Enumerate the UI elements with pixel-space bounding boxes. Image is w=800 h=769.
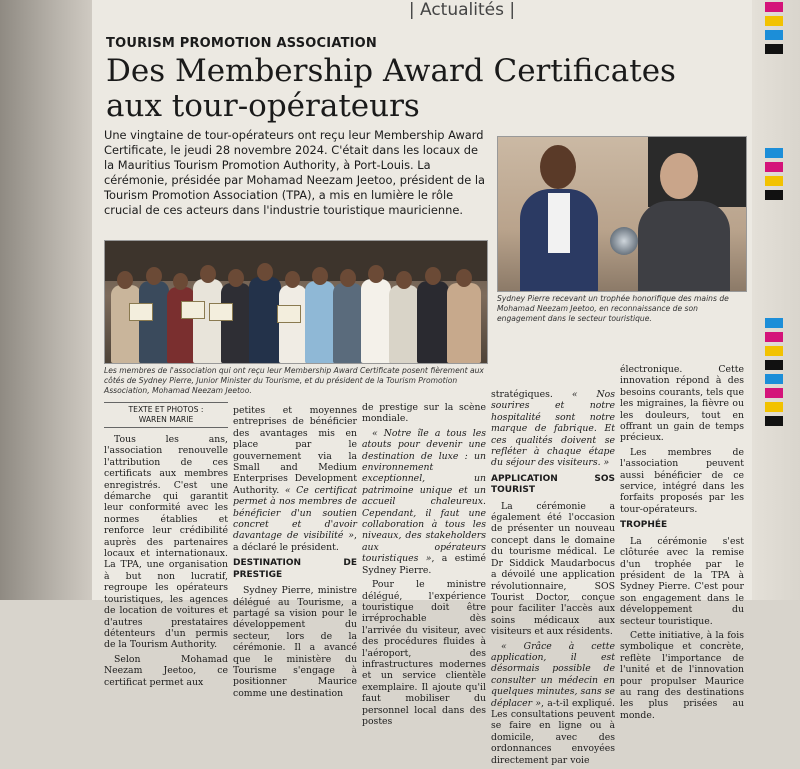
- color-bar: [765, 374, 783, 384]
- subheading-trophee: TROPHÉE: [620, 520, 668, 531]
- person-head: [660, 153, 698, 199]
- person-figure: [447, 283, 481, 363]
- color-bar: [765, 388, 783, 398]
- person-figure: [305, 281, 335, 363]
- paragraph: électronique. Cette innovation répond à des besoins courants, tels que les migraines, la fièvre ou les douleurs, tout en offrant un gain de temps précieux.: [620, 364, 744, 444]
- paragraph: La cérémonie a également été l'occasion de présenter un nouveau concept dans le domaine du tourisme médical. Le Dr Siddick Maudarbocus a dévoilé une application révolutionnaire, SOS Tourist Doctor, conçue pour faciliter l'accès aux soins médicaux aux visiteurs et aux résidents.: [491, 500, 615, 638]
- person-head: [285, 271, 300, 288]
- paragraph-text: stratégiques.: [491, 389, 553, 400]
- paragraph: [362, 428, 486, 576]
- article-column-4: [491, 389, 615, 769]
- color-bar: [765, 16, 783, 26]
- person-head: [257, 263, 273, 281]
- registration-marks-top: [765, 2, 783, 58]
- person-head: [146, 267, 162, 285]
- paragraph: Pour le ministre délégué, l'expérience touristique doit être irréprochable dès l'arrivée du visiteur, avec des procédures fluides à l'aéroport, des infrastructures modernes et un service clientèle exemplaire. Il ajoute qu'il faut mobiliser du personnel local dans des postes: [362, 579, 486, 727]
- person-figure: [333, 283, 363, 363]
- byline-author: WAREN MARIE: [138, 415, 194, 424]
- person-head: [540, 145, 576, 189]
- article-column-5: [620, 364, 744, 724]
- byline-label: TEXTE ET PHOTOS :: [128, 405, 204, 414]
- person-head: [117, 271, 133, 289]
- person-head: [200, 265, 216, 283]
- paragraph-text: , a estimé Sydney Pierre.: [362, 553, 486, 576]
- color-bar: [765, 190, 783, 200]
- paragraph: Selon Mohamad Neezam Jeetoo, ce certificat permet aux: [104, 653, 228, 688]
- person-figure: [139, 281, 169, 363]
- person-figure: [221, 283, 251, 363]
- page-fold-shadow: [0, 0, 92, 600]
- person-figure: [361, 279, 391, 363]
- quote: « Notre île a tous les atouts pour devenir une destination de luxe : un environnement exceptionnel, un patrimoine unique et un accueil chaleureux. Cependant, il faut une collaboration à tous les niveaux, des stakeholders aux opérateurs touristiques »: [362, 427, 486, 565]
- paragraph-text: , a-t-il expliqué. Les consultations peuvent se faire en ligne ou à domicile, avec des ordonnances envoyées directement par voie: [491, 697, 616, 766]
- lede-paragraph: Une vingtaine de tour-opérateurs ont reçu leur Membership Award Certificate, le jeudi 28 novembre 2024. C'était dans les locaux de la Mauritius Tourism Promotion Authority, à Port-Louis. La cérémonie, présidée par Mohamad Neezam Jeetoo, président de la Tourism Promotion Association (TPA), a mis en lumière le rôle crucial de ces acteurs dans l'industrie touristique mauricienne.: [104, 128, 486, 217]
- trophy-icon: [610, 227, 638, 255]
- person-head: [425, 267, 441, 285]
- trophy-photo: [497, 136, 747, 292]
- registration-marks-middle: [765, 148, 783, 204]
- certificate-frame: [209, 303, 233, 321]
- kicker: TOURISM PROMOTION ASSOCIATION: [106, 36, 378, 51]
- article-column-3: [362, 402, 486, 730]
- quote: « Grâce à cette application, il est désormais possible de consulter un médecin en quelques minutes, sans se déplacer »: [491, 640, 615, 709]
- byline: [104, 402, 228, 428]
- person-head: [340, 269, 356, 287]
- quote: « Ce certificat permet à nos membres de bénéficier d'un soutien concret et d'avoir davantage de visibilité »: [233, 484, 357, 542]
- color-bar: [765, 148, 783, 158]
- color-bar: [765, 416, 783, 426]
- person-head: [396, 271, 412, 289]
- person-figure: [279, 285, 307, 363]
- color-bar: [765, 360, 783, 370]
- headline-line-2: aux tour-opérateurs: [106, 88, 420, 124]
- adjacent-page-edge: [752, 0, 800, 600]
- registration-marks-bottom: [765, 318, 783, 430]
- paragraph: Sydney Pierre, ministre délégué au Tourisme, a partagé sa vision pour le développement du secteur, lors de la cérémonie. Il a avancé que le ministère du Tourisme s'engage à positionner Maurice comme une destination: [233, 585, 357, 699]
- certificate-frame: [181, 301, 205, 319]
- person-figure: [389, 285, 419, 363]
- paragraph: de prestige sur la scène mondiale.: [362, 402, 486, 425]
- headline-line-1: Des Membership Award Certificates: [106, 53, 676, 89]
- paragraph: Tous les ans, l'association renouvelle l'attribution de ces certificats aux membres enregistrés. C'est une démarche qui garantit leur conformité avec les normes établies et renforce leur crédibilité auprès des partenaires locaux et internationaux. La TPA, une organisation à but non lucratif, regroupe les opérateurs touristiques, les agences de location de voitures et d'autres prestataires détenteurs d'un permis de la Tourism Authority.: [104, 434, 228, 651]
- person-figure: [167, 287, 195, 363]
- subheading-destination: DESTINATION DE PRESTIGE: [233, 558, 357, 580]
- paragraph: La cérémonie s'est clôturée avec la remise d'un trophée par le président de la TPA à Sydney Pierre. C'est pour son engagement dans le développement du secteur touristique.: [620, 535, 744, 627]
- headline: [106, 54, 746, 124]
- person-head: [368, 265, 384, 283]
- person-head: [228, 269, 244, 287]
- certificate-frame: [129, 303, 153, 321]
- newspaper-page: [92, 0, 752, 766]
- person-figure: [638, 201, 730, 291]
- color-bar: [765, 44, 783, 54]
- color-bar: [765, 2, 783, 12]
- paragraph: [491, 641, 615, 766]
- paragraph: Les membres de l'association peuvent aussi bénéficier de ce service, intégré dans les forfaits proposés par les tour-opérateurs.: [620, 446, 744, 515]
- person-head: [456, 269, 472, 287]
- paragraph-text: , a déclaré le président.: [233, 530, 357, 553]
- person-head: [312, 267, 328, 285]
- section-label: | Actualités |: [408, 0, 516, 20]
- paragraph: Cette initiative, à la fois symbolique et concrète, reflète l'importance de l'unité et de l'innovation pour propulser Maurice au rang des destinations les plus prisées au monde.: [620, 629, 744, 721]
- article-column-1: [104, 402, 228, 691]
- person-figure: [417, 281, 449, 363]
- trophy-photo-caption: Sydney Pierre recevant un trophée honorifique des mains de Mohamad Neezam Jeetoo, en reconnaissance de son engagement dans le secteur touristique.: [497, 294, 729, 323]
- color-bar: [765, 332, 783, 342]
- certificate-frame: [277, 305, 301, 323]
- color-bar: [765, 30, 783, 40]
- person-figure: [111, 285, 141, 363]
- person-figure: [193, 279, 223, 363]
- color-bar: [765, 402, 783, 412]
- group-photo: [104, 240, 488, 364]
- paragraph: [491, 389, 615, 469]
- article-column-2: [233, 405, 357, 702]
- shirt: [548, 193, 570, 253]
- color-bar: [765, 162, 783, 172]
- color-bar: [765, 346, 783, 356]
- quote: « Nos sourires et notre hospitalité sont notre marque de fabrique. Et ces qualités doivent se refléter à chaque étape du séjour des visiteurs. »: [491, 389, 615, 469]
- subheading-app: APPLICATION SOS TOURIST: [491, 473, 615, 496]
- color-bar: [765, 176, 783, 186]
- group-photo-caption: Les membres de l'association qui ont reçu leur Membership Award Certificate posent fièrement aux côtés de Sydney Pierre, Junior Minister du Tourisme, et du président de la Tourism Promotion Association, Mohamad Neezam Jeetoo.: [104, 366, 484, 395]
- color-bar: [765, 318, 783, 328]
- paragraph-text: petites et moyennes entreprises de bénéficier des avantages mis en place par le gouvernement via la Small and Medium Enterprises Development Authority.: [233, 405, 357, 496]
- person-head: [173, 273, 188, 290]
- paragraph: [233, 405, 357, 553]
